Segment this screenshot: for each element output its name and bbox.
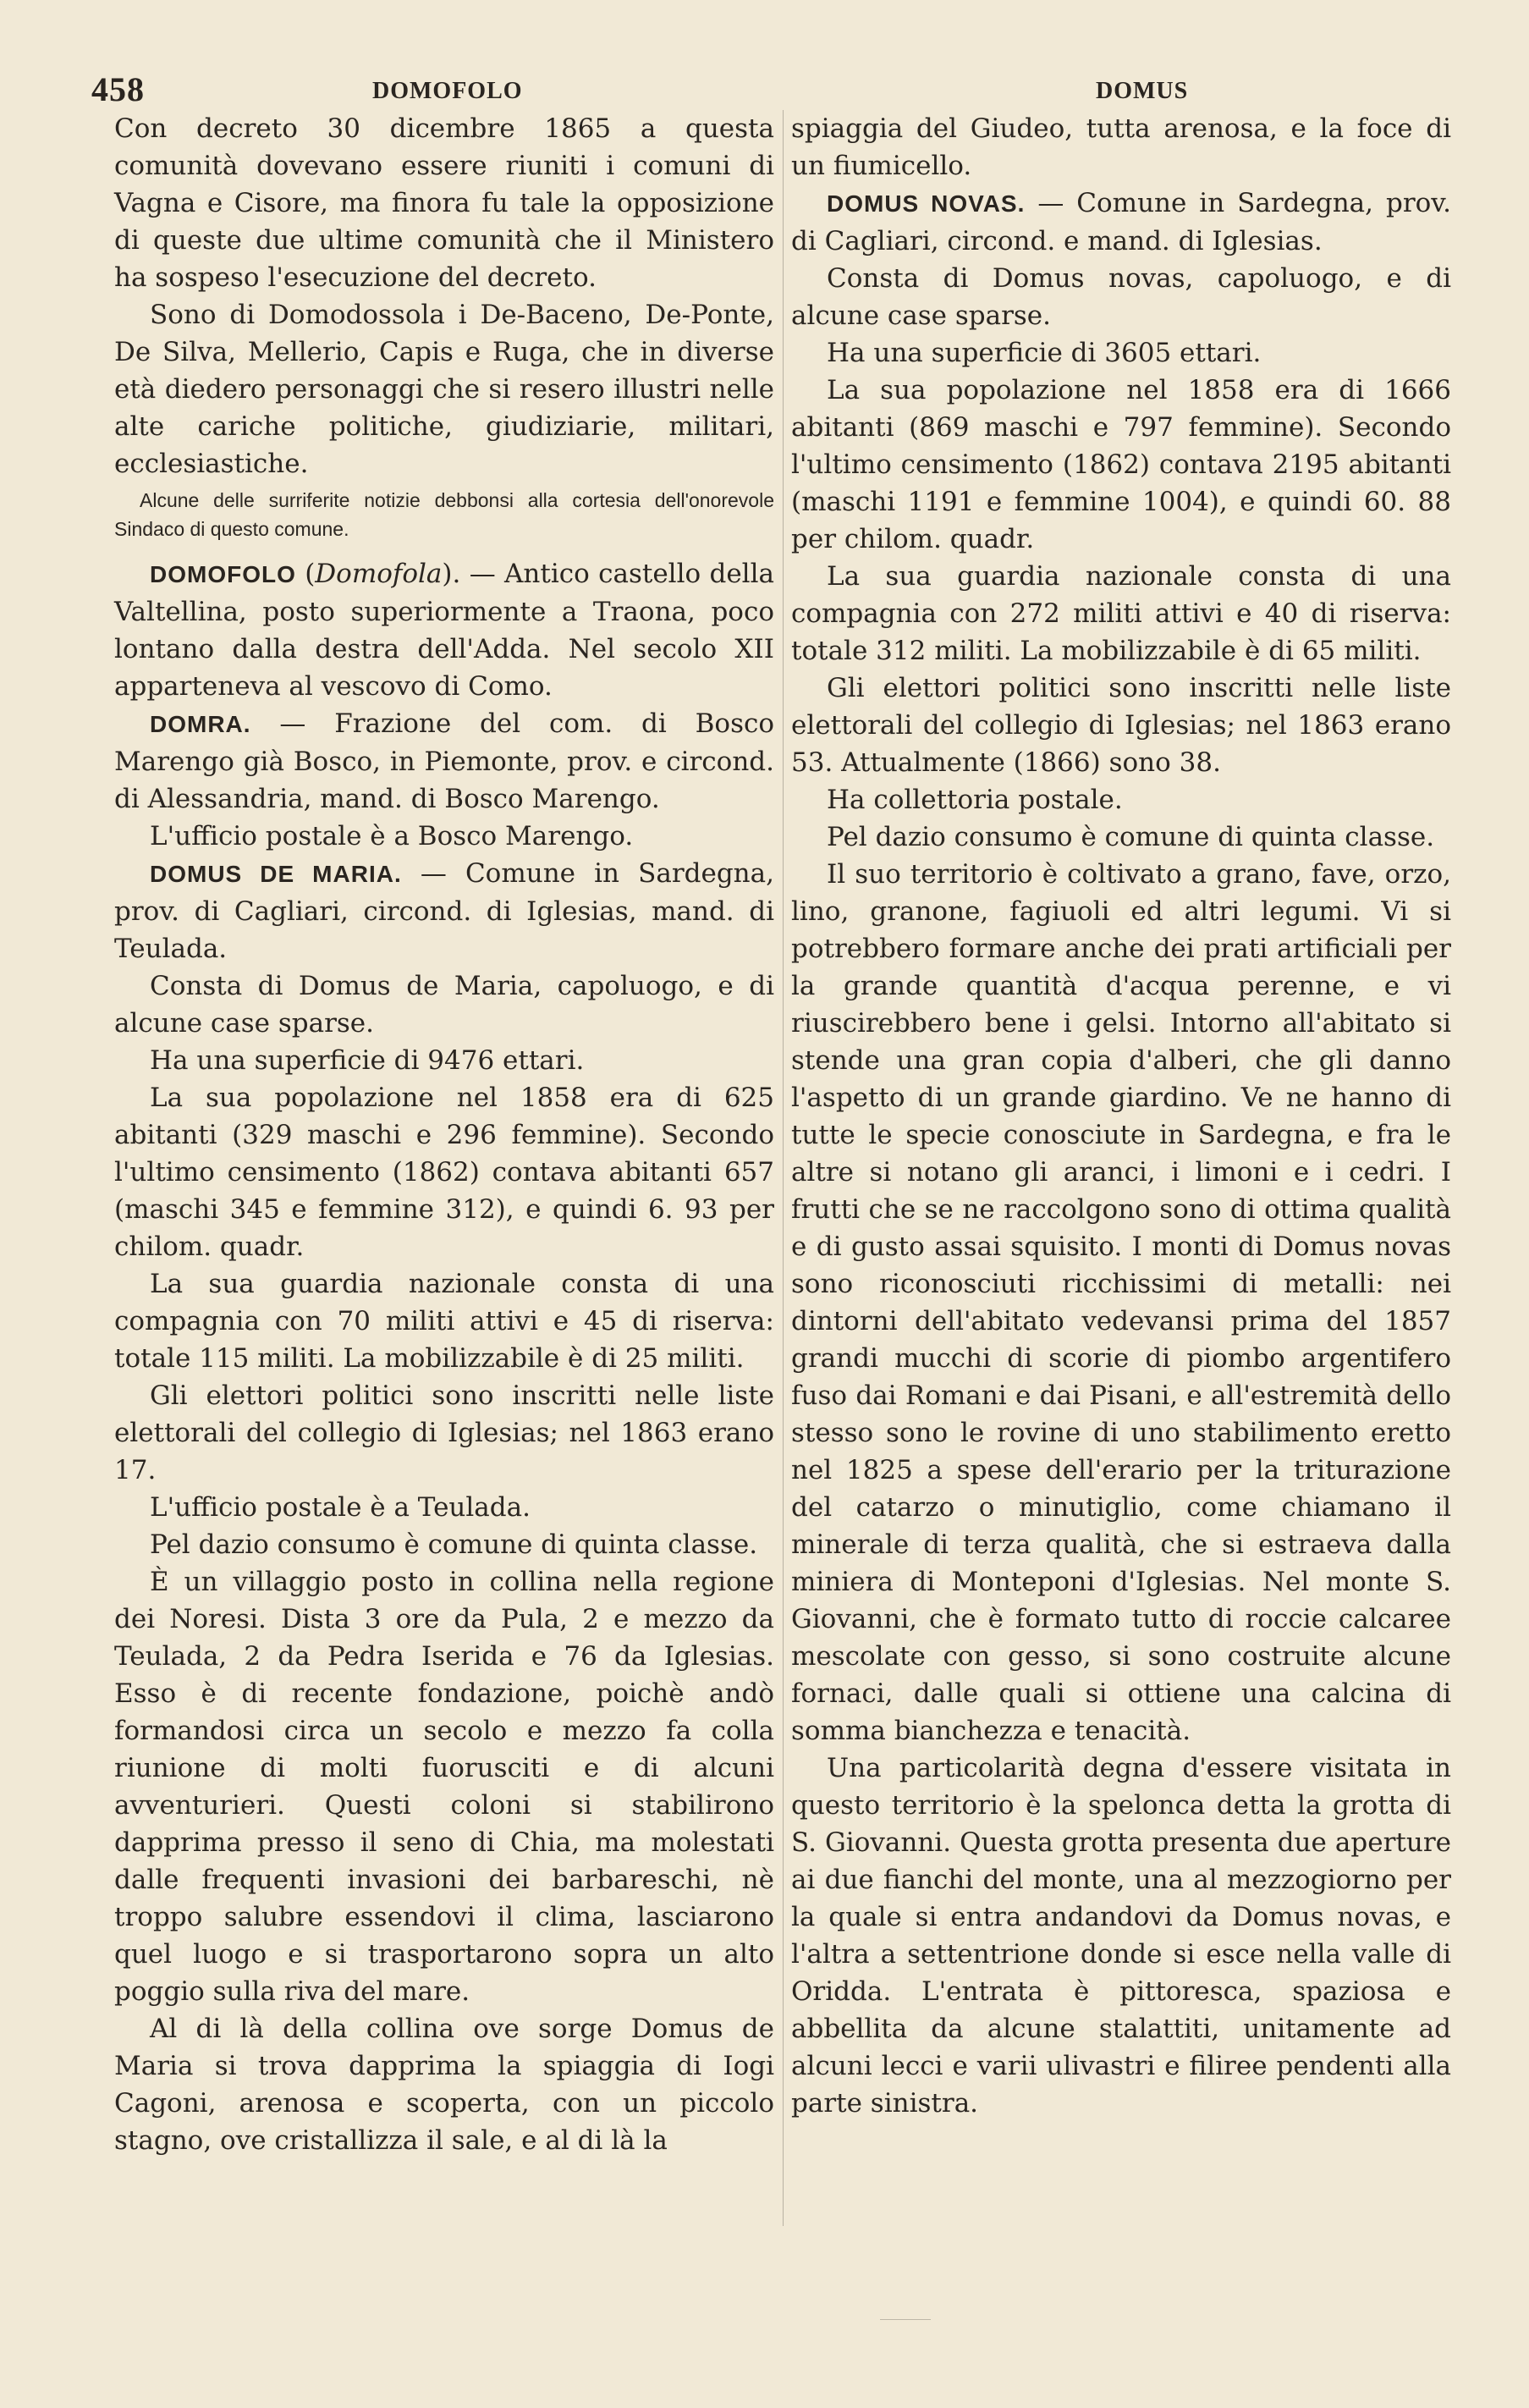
headword: DOMRA. <box>150 711 251 737</box>
variant-name: Domofola <box>315 559 443 589</box>
paragraph: L'ufficio postale è a Teulada. <box>150 1492 531 1523</box>
paragraph: spiaggia del Giudeo, tutta arenosa, e la foce di un fiumicello. <box>791 113 1451 181</box>
paragraph: Pel dazio consumo è comune di quinta classe. <box>150 1529 758 1560</box>
paragraph: Una particolarità degna d'essere visitata in questo territorio è la spelonca detta la grotta di S. Giovanni. Questa grotta presenta due aperture ai due fianchi del monte, una al mezzogiorno per la quale si entra andandovi da Domus novas, e l'altra a settentrione donde si esce nella valle di Oridda. L'entrata è pittoresca, spaziosa e abbellita da alcune stalattiti, unitamente ad alcuni lecci e varii ulivastri e filiree pendenti alla parte sinistra. <box>791 1753 1451 2119</box>
entry-domus-novas <box>791 185 1451 260</box>
entry-domra <box>114 705 774 818</box>
paragraph: Ha una superficie di 9476 ettari. <box>150 1045 585 1076</box>
headword: DOMUS DE MARIA. <box>150 861 402 887</box>
page-number: 458 <box>91 70 145 108</box>
entry-text: — Antico castello della Valtellina, posto superiormente a Traona, poco lontano dalla destra dell'Adda. Nel secolo XII apparteneva al vescovo di Como. <box>114 559 774 702</box>
paragraph: La sua popolazione nel 1858 era di 1666 abitanti (869 maschi e 797 femmine). Secondo l'ultimo censimento (1862) contava 2195 abitanti (maschi 1191 e femmine 1004), e quindi 60. 88 per chilom. quadr. <box>791 375 1451 554</box>
paragraph: L'ufficio postale è a Bosco Marengo. <box>150 821 634 851</box>
paragraph: La sua guardia nazionale consta di una compagnia con 70 militi attivi e 45 di riserva: totale 115 militi. La mobilizzabile è di 25 militi. <box>114 1269 774 1374</box>
entry-text: — Comune in Sardegna, prov. di Cagliari, circond. e mand. di Iglesias. <box>791 188 1451 256</box>
paragraph: Ha una superficie di 3605 ettari. <box>827 338 1262 368</box>
left-column <box>114 110 774 2159</box>
paragraph: Gli elettori politici sono inscritti nelle liste elettorali del collegio di Iglesias; nel 1863 erano 53. Attualmente (1866) sono 38. <box>791 673 1451 778</box>
paragraph: È un villaggio posto in collina nella regione dei Noresi. Dista 3 ore da Pula, 2 e mezzo da Teulada, 2 da Pedra Iserida e 76 da Iglesias. Esso è di recente fondazione, poichè andò formandosi circa un secolo e mezzo fa colla riunione di molti fuorusciti e di alcuni avventurieri. Questi coloni si stabilirono dapprima presso il seno di Chia, ma molestati dalle frequenti invasioni dei barbareschi, nè troppo salubre essendovi il clima, lasciarono quel luogo e si trasportarono sopra un alto poggio sulla riva del mare. <box>114 1567 774 2007</box>
paragraph: Consta di Domus de Maria, capoluogo, e di alcune case sparse. <box>114 971 774 1039</box>
paragraph: La sua guardia nazionale consta di una compagnia con 272 militi attivi e 40 di riserva: totale 312 militi. La mobilizzabile è di 65 militi. <box>791 561 1451 666</box>
entry-text: — Frazione del com. di Bosco Marengo già Bosco, in Piemonte, prov. e circond. di Alessandria, mand. di Bosco Marengo. <box>114 708 774 814</box>
paragraph: Con decreto 30 dicembre 1865 a questa comunità dovevano essere riuniti i comuni di Vagna e Cisore, ma finora fu tale la opposizione di queste due ultime comunità che il Ministero ha sospeso l'esecuzione del decreto. <box>114 113 774 293</box>
paragraph: La sua popolazione nel 1858 era di 625 abitanti (329 maschi e 296 femmine). Secondo l'ultimo censimento (1862) contava abitanti 657 (maschi 345 e femmine 312), e quindi 6. 93 per chilom. quadr. <box>114 1083 774 1262</box>
column-divider <box>783 110 784 2226</box>
footnote: Alcune delle surriferite notizie debbonsi alla cortesia dell'onorevole Sindaco di questo comune. <box>114 489 774 540</box>
headword: DOMUS NOVAS. <box>827 190 1026 217</box>
paragraph: Ha collettoria postale. <box>827 785 1123 815</box>
entry-domus-de-maria <box>114 855 774 967</box>
left-running-head: DOMOFOLO <box>372 78 523 104</box>
footer-mark <box>880 2319 931 2320</box>
headword: DOMOFOLO <box>150 561 296 587</box>
paragraph: Pel dazio consumo è comune di quinta classe. <box>827 822 1435 852</box>
paragraph: Il suo territorio è coltivato a grano, fave, orzo, lino, granone, fagiuoli ed altri legumi. Vi si potrebbero formare anche dei prati artificiali per la grande quantità d'acqua perenne, e vi riuscirebbero bene i gelsi. Intorno all'abitato si stende una gran copia d'alberi, che gli danno l'aspetto di un grande giardino. Ve ne hanno di tutte le specie conosciute in Sardegna, e fra le altre si notano gli aranci, i limoni e i cedri. I frutti che se ne raccolgono sono di ottima qualità e di gusto assai squisito. I monti di Domus novas sono riconosciuti ricchissimi di metalli: nei dintorni dell'abitato vedevansi prima del 1857 grandi mucchi di scorie di piombo argentifero fuso dai Romani e dai Pisani, e all'estremità dello stesso sono le rovine di uno stabilimento eretto nel 1825 a spese dell'erario per la triturazione del catarzo o minutiglio, come chiamano il minerale di terza qualità, che si estraeva dalla miniera di Monteponi d'Iglesias. Nel monte S. Giovanni, che è formato tutto di roccie calcaree mescolate con gesso, si sono costruite alcune fornaci, dalle quali si ottiene una calcina di somma bianchezza e tenacità. <box>791 859 1451 1746</box>
paragraph: Gli elettori politici sono inscritti nelle liste elettorali del collegio di Iglesias; nel 1863 erano 17. <box>114 1380 774 1485</box>
paragraph: Sono di Domodossola i De-Baceno, De-Ponte, De Silva, Mellerio, Capis e Ruga, che in diverse età diedero personaggi che si resero illustri nelle alte cariche politiche, giudiziarie, militari, ecclesiastiche. <box>114 300 774 479</box>
paragraph: Al di là della collina ove sorge Domus de Maria si trova dapprima la spiaggia di Iogi Cagoni, arenosa e scoperta, con un piccolo stagno, ove cristallizza il sale, e al di là la <box>114 2014 774 2156</box>
paragraph: Consta di Domus novas, capoluogo, e di alcune case sparse. <box>791 263 1451 331</box>
right-running-head: DOMUS <box>1096 78 1189 104</box>
right-column <box>791 110 1451 2122</box>
entry-domofolo: DOMOFOLO (Domofola). — Antico castello della Valtellina, posto superiormente a Traona, poco lontano dalla destra dell'Adda. Nel secolo XII apparteneva al vescovo di Como. <box>114 559 774 702</box>
entry-text: — Comune in Sardegna, prov. di Cagliari, circond. di Iglesias, mand. di Teulada. <box>114 858 774 964</box>
